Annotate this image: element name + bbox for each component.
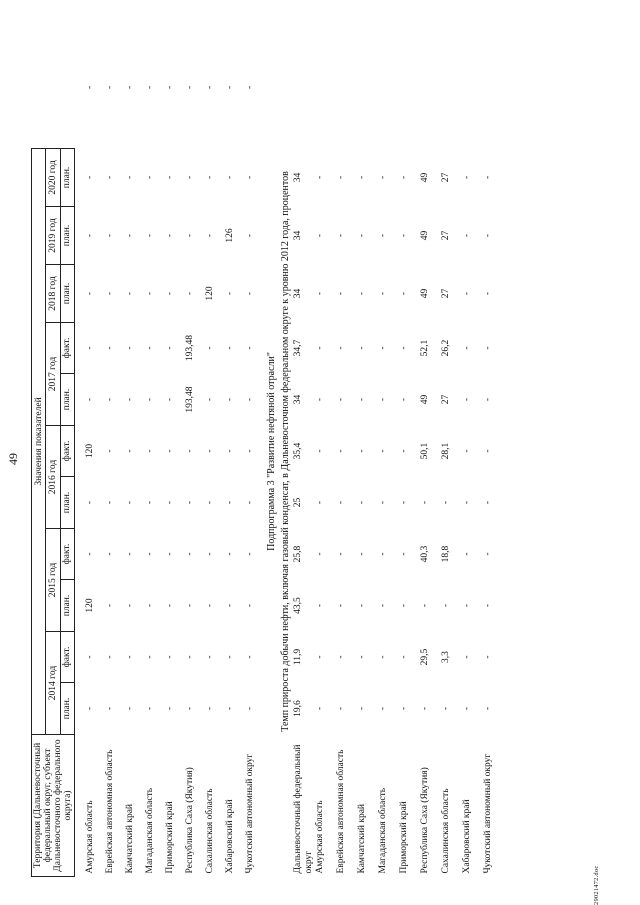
value-cell: 26,2	[441, 339, 451, 357]
value-cell: -	[225, 603, 235, 608]
value-cell: -	[125, 603, 135, 608]
value-cell: -	[205, 85, 215, 89]
value-cell: -	[145, 291, 155, 296]
value-cell: -	[125, 85, 135, 89]
territory-name: Магаданская область	[145, 787, 155, 874]
value-cell: -	[462, 291, 472, 296]
value-cell: -	[185, 500, 195, 505]
value-cell: -	[185, 291, 195, 296]
year-header: 2014 год	[46, 632, 60, 735]
value-cell: -	[105, 655, 115, 659]
value-cell: -	[205, 397, 215, 402]
table-body	[75, 26, 505, 876]
value-cell: -	[378, 233, 388, 238]
value-cell: -	[105, 175, 115, 180]
value-cell: -	[85, 233, 95, 238]
territory-name: Дальневосточный федеральный округ	[293, 744, 314, 874]
value-cell: 34,7	[293, 339, 303, 357]
value-cell: 49	[420, 172, 430, 183]
value-cell: -	[125, 449, 135, 453]
table-row	[293, 26, 315, 876]
value-cell: -	[462, 397, 472, 402]
value-cell: -	[357, 175, 367, 180]
value-cell: -	[336, 603, 346, 608]
table-row	[483, 26, 504, 876]
value-cell: -	[378, 175, 388, 180]
value-cell: -	[225, 706, 235, 711]
value-cell	[357, 26, 378, 148]
value-cell: -	[165, 552, 175, 556]
value-cell	[462, 26, 483, 148]
value-cell: -	[205, 500, 215, 505]
value-cell: -	[145, 175, 155, 180]
value-cell: 126	[225, 228, 235, 243]
value-cell: -	[357, 397, 367, 402]
value-cell: 25,8	[293, 545, 303, 563]
value-cell: -	[315, 603, 325, 608]
value-cell: -	[336, 655, 346, 659]
value-cell: -	[483, 175, 493, 180]
value-cell: -	[105, 397, 115, 402]
value-cell: -	[85, 346, 95, 350]
value-cell: -	[105, 603, 115, 608]
value-cell: -	[245, 175, 255, 180]
value-cell: -	[245, 655, 255, 659]
value-cell: -	[483, 291, 493, 296]
year-header: 2015 год	[46, 529, 60, 632]
value-cell: -	[125, 346, 135, 350]
year-header: 2019 год	[46, 207, 60, 265]
value-cell: -	[145, 552, 155, 556]
value-cell: -	[245, 85, 255, 89]
value-cell: -	[245, 397, 255, 402]
fact-header: факт.	[60, 632, 74, 683]
year-header: 2018 год	[46, 265, 60, 323]
value-cell: -	[85, 291, 95, 296]
value-cell: -	[378, 346, 388, 350]
value-cell: -	[185, 706, 195, 711]
values-group-header: Значения показателей	[32, 148, 46, 734]
value-cell: -	[336, 175, 346, 180]
value-cell: -	[315, 706, 325, 711]
value-cell: 120	[85, 598, 95, 613]
value-cell: 50,1	[420, 442, 430, 460]
value-cell: -	[483, 655, 493, 659]
value-cell: -	[315, 655, 325, 659]
value-cell	[399, 26, 420, 148]
value-cell: -	[399, 397, 409, 402]
value-cell: -	[245, 706, 255, 711]
value-cell: -	[165, 603, 175, 608]
value-cell: -	[336, 706, 346, 711]
page-number: 49	[6, 453, 20, 465]
value-cell: -	[145, 85, 155, 89]
value-cell: -	[378, 655, 388, 659]
value-cell: -	[483, 397, 493, 402]
value-cell: -	[125, 706, 135, 711]
value-cell: -	[125, 397, 135, 402]
value-cell: -	[185, 85, 195, 89]
value-cell: -	[357, 655, 367, 659]
value-cell: 49	[420, 288, 430, 299]
fact-header: факт.	[60, 529, 74, 580]
plan-header: план.	[60, 683, 74, 735]
value-cell: -	[145, 397, 155, 402]
territory-name: Республика Саха (Якутия)	[185, 767, 195, 874]
value-cell: -	[378, 291, 388, 296]
value-cell: -	[105, 233, 115, 238]
value-cell	[420, 26, 441, 148]
value-cell: -	[205, 449, 215, 453]
subprogram-title: Подпрограмма 3 "Развитие нефтяной отрасли"	[266, 352, 277, 551]
fact-header: факт.	[60, 426, 74, 477]
value-cell: -	[165, 655, 175, 659]
value-cell: -	[357, 291, 367, 296]
value-cell: -	[462, 449, 472, 453]
year-header: 2020 год	[46, 148, 60, 206]
value-cell: -	[483, 449, 493, 453]
territory-name: Еврейская автономная область	[105, 749, 115, 874]
plan-header: план.	[60, 148, 74, 206]
value-cell: -	[399, 233, 409, 238]
value-cell: 27	[441, 288, 451, 299]
value-cell: -	[85, 397, 95, 402]
value-cell: -	[462, 346, 472, 350]
territory-name: Приморский край	[399, 801, 409, 874]
year-header: 2016 год	[46, 426, 60, 529]
value-cell: -	[315, 552, 325, 556]
value-cell: -	[105, 85, 115, 89]
table-row	[336, 26, 357, 876]
value-cell: -	[336, 500, 346, 505]
value-cell: -	[315, 397, 325, 402]
year-header: 2017 год	[46, 323, 60, 426]
value-cell: -	[165, 85, 175, 89]
table-row	[378, 26, 399, 876]
value-cell: -	[225, 449, 235, 453]
value-cell	[293, 26, 315, 148]
value-cell: -	[165, 397, 175, 402]
value-cell: 43,5	[293, 597, 303, 614]
value-cell: -	[225, 291, 235, 296]
value-cell: -	[145, 500, 155, 505]
value-cell: -	[441, 706, 451, 711]
territory-name: Амурская область	[315, 800, 325, 874]
value-cell: -	[125, 175, 135, 180]
value-cell: -	[378, 552, 388, 556]
value-cell: 18,8	[441, 545, 451, 563]
document-id: 29021472.doc	[593, 865, 600, 905]
value-cell: -	[483, 500, 493, 505]
value-cell: -	[399, 291, 409, 296]
value-cell: -	[125, 655, 135, 659]
value-cell: -	[85, 85, 95, 89]
table-row	[105, 26, 125, 876]
territory-name: Чукотский автономный округ	[245, 753, 255, 874]
value-cell: -	[245, 552, 255, 556]
value-cell: -	[315, 233, 325, 238]
value-cell: -	[145, 706, 155, 711]
value-cell: -	[225, 552, 235, 556]
table-row	[185, 26, 205, 876]
value-cell: -	[357, 706, 367, 711]
value-cell: -	[205, 346, 215, 350]
value-cell: -	[165, 449, 175, 453]
value-cell: -	[357, 233, 367, 238]
value-cell: 3,3	[441, 651, 451, 663]
value-cell: -	[399, 603, 409, 608]
value-cell: -	[245, 449, 255, 453]
value-cell: -	[315, 175, 325, 180]
value-cell: -	[85, 175, 95, 180]
value-cell: -	[462, 175, 472, 180]
value-cell: -	[357, 449, 367, 453]
plan-header: план.	[60, 477, 74, 529]
value-cell: -	[357, 552, 367, 556]
fact-header: факт.	[60, 323, 74, 374]
territory-name: Камчатский край	[125, 804, 135, 874]
value-cell: -	[205, 175, 215, 180]
table-row	[399, 26, 420, 876]
value-cell: -	[483, 706, 493, 711]
value-cell: -	[378, 397, 388, 402]
value-cell: 27	[441, 230, 451, 241]
value-cell: -	[85, 500, 95, 505]
value-cell: -	[225, 175, 235, 180]
value-cell: -	[357, 500, 367, 505]
value-cell: -	[205, 655, 215, 659]
value-cell: -	[165, 291, 175, 296]
value-cell: 193,48	[185, 386, 195, 413]
value-cell: 34	[293, 288, 303, 299]
value-cell: 25	[293, 497, 303, 508]
value-cell: -	[125, 500, 135, 505]
territory-name: Приморский край	[165, 801, 175, 874]
territory-name: Хабаровский край	[225, 799, 235, 874]
plan-header: план.	[60, 580, 74, 632]
value-cell: -	[399, 500, 409, 505]
value-cell: -	[185, 175, 195, 180]
value-cell: -	[245, 346, 255, 350]
value-cell: -	[85, 655, 95, 659]
value-cell: -	[105, 706, 115, 711]
territory-name: Магаданская область	[378, 787, 388, 874]
value-cell: -	[165, 500, 175, 505]
value-cell: 35,4	[293, 442, 303, 460]
value-cell: -	[357, 346, 367, 350]
value-cell: -	[225, 85, 235, 89]
table-row	[357, 26, 378, 876]
plan-header: план.	[60, 207, 74, 265]
value-cell	[483, 26, 504, 148]
value-cell: 193,48	[185, 334, 195, 362]
value-cell: 27	[441, 394, 451, 405]
value-cell: -	[185, 603, 195, 608]
value-cell: -	[145, 655, 155, 659]
value-cell: 34	[293, 172, 303, 183]
value-cell: -	[145, 346, 155, 350]
value-cell: -	[315, 291, 325, 296]
table-row	[125, 26, 145, 876]
plan-header: план.	[60, 374, 74, 426]
value-cell: -	[462, 500, 472, 505]
value-cell: -	[399, 552, 409, 556]
value-cell: -	[205, 706, 215, 711]
table-row	[205, 26, 225, 876]
value-cell: -	[185, 552, 195, 556]
value-cell: -	[399, 655, 409, 659]
value-cell: -	[378, 706, 388, 711]
value-cell	[315, 26, 336, 148]
value-cell: -	[85, 706, 95, 711]
value-cell: -	[399, 346, 409, 350]
value-cell: -	[125, 291, 135, 296]
value-cell: 34	[293, 230, 303, 241]
value-cell: -	[483, 346, 493, 350]
value-cell: -	[125, 233, 135, 238]
value-cell: -	[165, 175, 175, 180]
value-cell: -	[336, 233, 346, 238]
value-cell: -	[420, 500, 430, 505]
value-cell: -	[336, 397, 346, 402]
value-cell: -	[225, 346, 235, 350]
value-cell: -	[225, 655, 235, 659]
value-cell: -	[336, 291, 346, 296]
value-cell: -	[399, 706, 409, 711]
value-cell: -	[441, 603, 451, 608]
value-cell	[378, 26, 399, 148]
value-cell: -	[483, 233, 493, 238]
value-cell: 19,6	[293, 700, 303, 717]
territory-name: Сахалинская область	[205, 788, 215, 874]
value-cell: -	[105, 500, 115, 505]
value-cell: -	[462, 552, 472, 556]
value-cell: -	[165, 233, 175, 238]
table-row	[85, 26, 105, 876]
value-cell: -	[315, 449, 325, 453]
value-cell: -	[315, 500, 325, 505]
value-cell: -	[420, 603, 430, 608]
value-cell: -	[336, 552, 346, 556]
territory-name: Республика Саха (Якутия)	[420, 767, 430, 874]
table-row	[441, 26, 462, 876]
value-cell: -	[399, 449, 409, 453]
value-cell: 29,5	[420, 648, 430, 666]
value-cell: -	[205, 552, 215, 556]
value-cell: -	[336, 449, 346, 453]
table-row	[245, 26, 265, 876]
value-cell: -	[462, 655, 472, 659]
territory-name: Чукотский автономный округ	[483, 753, 493, 874]
value-cell: -	[105, 449, 115, 453]
territory-name: Еврейская автономная область	[336, 749, 346, 874]
value-cell: -	[245, 603, 255, 608]
value-cell: -	[420, 706, 430, 711]
indicator-title: Темп прироста добычи нефти, включая газовый конденсат, в Дальневосточном федеральном округе к уровню 2012 года, процентов	[280, 171, 291, 732]
value-cell: -	[185, 233, 195, 238]
value-cell: -	[441, 500, 451, 505]
value-cell: -	[105, 291, 115, 296]
plan-header: план.	[60, 265, 74, 323]
table-row	[145, 26, 165, 876]
value-cell: -	[245, 291, 255, 296]
value-cell: -	[378, 500, 388, 505]
value-cell: -	[165, 706, 175, 711]
value-cell: -	[185, 655, 195, 659]
value-cell: -	[145, 603, 155, 608]
value-cell: -	[225, 500, 235, 505]
value-cell: 11,9	[293, 648, 303, 666]
value-cell	[336, 26, 357, 148]
value-cell: -	[357, 603, 367, 608]
value-cell: -	[245, 500, 255, 505]
value-cell: 120	[205, 286, 215, 301]
table-row	[165, 26, 185, 876]
value-cell: 49	[420, 394, 430, 405]
table-row	[225, 26, 245, 876]
value-cell: -	[378, 603, 388, 608]
territory-header: Территория (Дальневосточный федеральный округ, субъект Дальневосточного федерального округа)	[32, 735, 75, 877]
value-cell: 40,3	[420, 545, 430, 563]
value-cell: -	[105, 346, 115, 350]
value-cell: 52,1	[420, 339, 430, 357]
value-cell: -	[462, 706, 472, 711]
value-cell: -	[245, 233, 255, 238]
table-row	[462, 26, 483, 876]
value-cell: -	[378, 449, 388, 453]
value-cell: 27	[441, 172, 451, 183]
value-cell: -	[105, 552, 115, 556]
value-cell: -	[205, 233, 215, 238]
value-cell: -	[185, 449, 195, 453]
territory-name: Амурская область	[85, 800, 95, 874]
indicators-table	[31, 26, 504, 877]
value-cell: -	[85, 552, 95, 556]
value-cell: -	[399, 175, 409, 180]
territory-name: Хабаровский край	[462, 799, 472, 874]
value-cell: 49	[420, 230, 430, 241]
value-cell: -	[336, 346, 346, 350]
value-cell: -	[315, 346, 325, 350]
value-cell: -	[205, 603, 215, 608]
value-cell: -	[462, 603, 472, 608]
territory-name: Сахалинская область	[441, 788, 451, 874]
value-cell: -	[165, 346, 175, 350]
table-row	[420, 26, 441, 876]
value-cell: 120	[85, 443, 95, 459]
value-cell: -	[462, 233, 472, 238]
value-cell: -	[145, 233, 155, 238]
territory-name: Камчатский край	[357, 804, 367, 874]
value-cell: 28,1	[441, 442, 451, 460]
value-cell: -	[483, 603, 493, 608]
table-row	[315, 26, 336, 876]
value-cell: -	[483, 552, 493, 556]
value-cell: -	[145, 449, 155, 453]
value-cell: 34	[293, 394, 303, 405]
value-cell: -	[225, 397, 235, 402]
value-cell	[441, 26, 462, 148]
value-cell: -	[125, 552, 135, 556]
